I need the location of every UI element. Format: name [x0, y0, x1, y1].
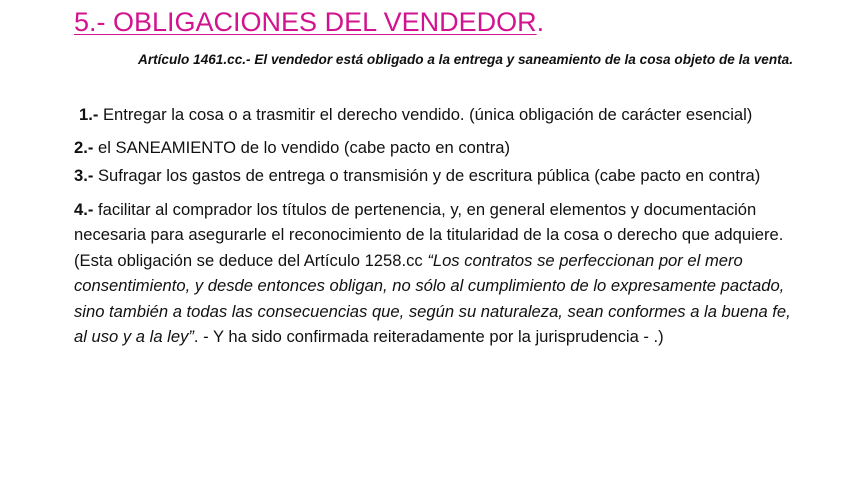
obligation-number: 4.- [74, 199, 94, 219]
civil-code-quote: “Los contratos se perfeccionan por el mero consentimiento, y desde entonces obligan, no sólo al cumplimiento de lo expresamente pactado, sino también a todas las consecuencias que, según su naturaleza, sean conformes a la buena fe, al uso y a la ley” [74, 250, 791, 346]
obligation-item-1 [74, 102, 802, 128]
obligation-item-3 [74, 163, 802, 189]
obligation-number: 2.- [74, 137, 94, 157]
obligations-list [74, 102, 802, 350]
article-quote: Artículo 1461.cc.- El vendedor está obligado a la entrega y saneamiento de la cosa objeto de la venta. [138, 52, 793, 67]
obligation-number: 3.- [74, 166, 94, 185]
obligation-text-end: . - Y ha sido confirmada reiteradamente por la jurisprudencia - .) [193, 327, 664, 346]
slide-title-text: 5.- OBLIGACIONES DEL VENDEDOR [74, 7, 537, 37]
obligation-text: Entregar la cosa o a trasmitir el derecho vendido. (única obligación de carácter esencial) [98, 105, 753, 124]
slide-title [74, 4, 544, 40]
obligation-text: el SANEAMIENTO de lo vendido (cabe pacto en contra) [93, 137, 510, 157]
obligation-item-2 [74, 135, 802, 161]
obligation-text: Sufragar los gastos de entrega o transmisión y de escritura pública (cabe pacto en contra) [93, 166, 761, 185]
obligation-number: 1.- [79, 105, 99, 124]
obligation-text: facilitar al comprador los títulos de pertenencia, y, en general elementos y documentación necesaria para asegurarle el reconocimiento de la titularidad de la cosa o derecho que adquiere. (Esta obligación se deduce del Artículo 1258.cc [74, 199, 784, 270]
slide-title-dot: . [536, 7, 545, 37]
obligation-item-4 [74, 197, 802, 350]
